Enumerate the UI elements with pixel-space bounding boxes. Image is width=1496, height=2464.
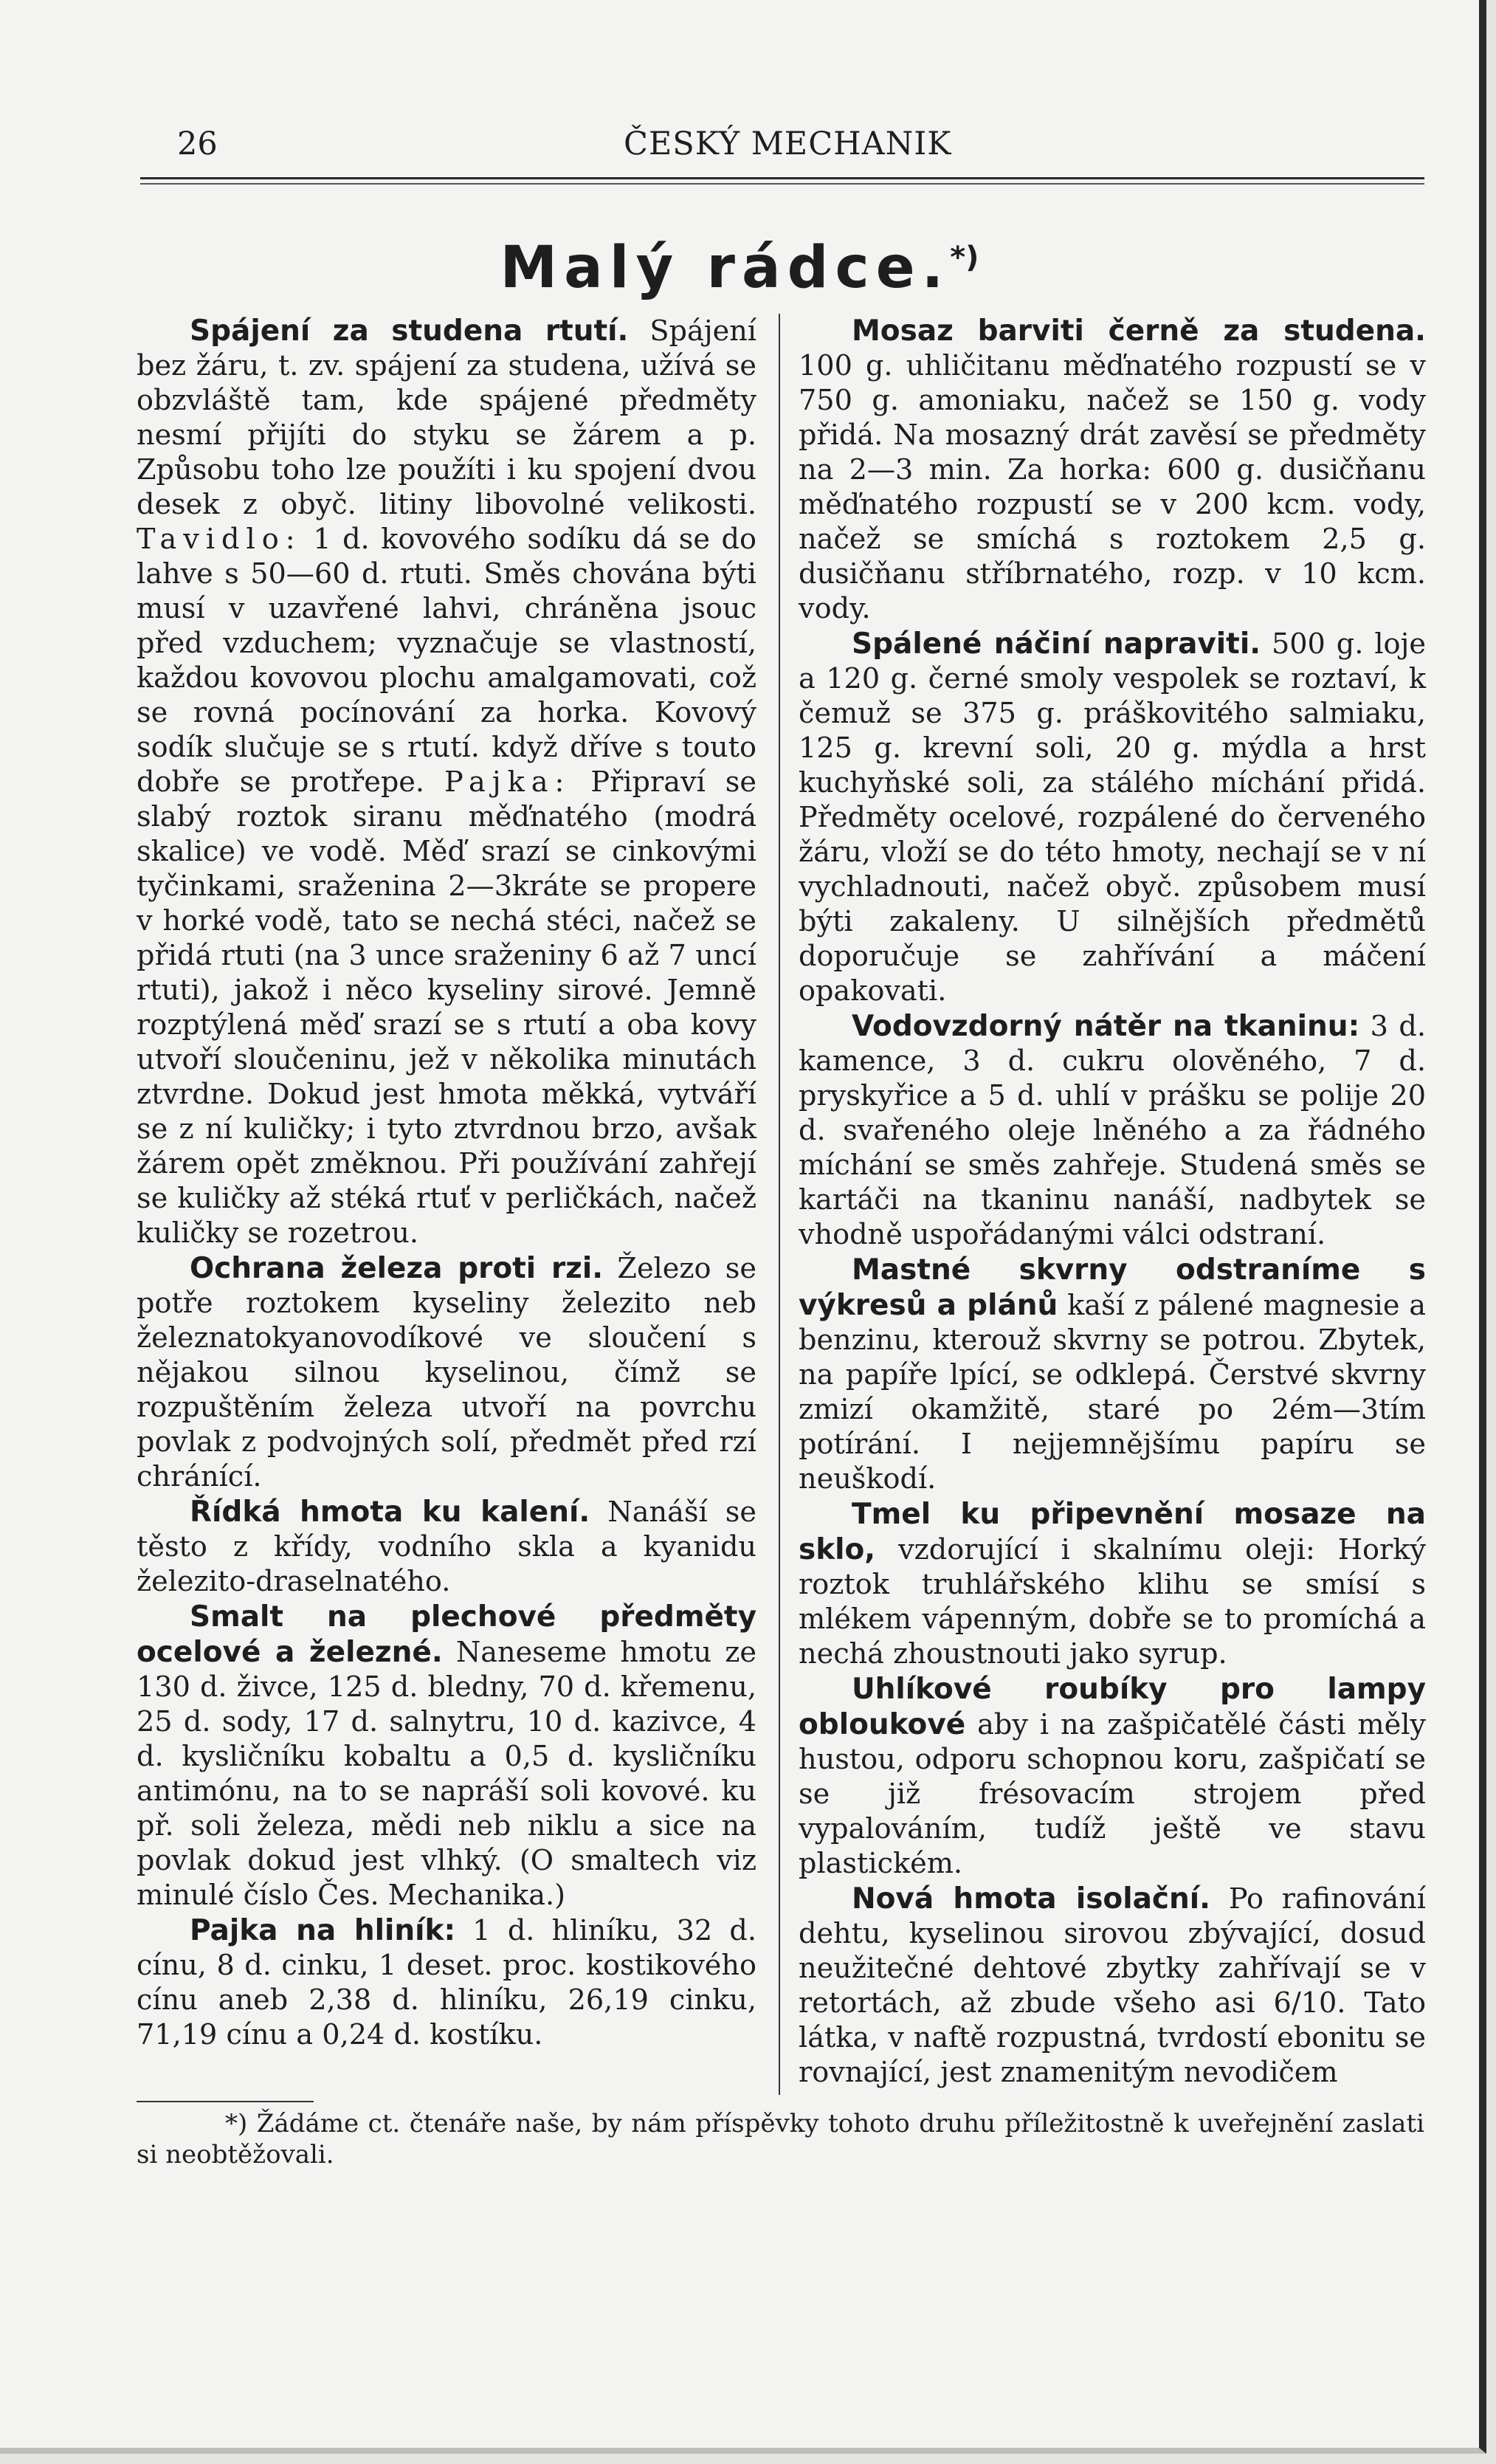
paragraph-text: kaší z pálené magnesie a benzinu, kterouž skvrny se potrou. Zbytek, na papíře lpící, se odklepá. Čerstvé skvrny zmizí okamžitě, staré po 2ém—3tím potírání. I nejjemnějšímu papíru se neuškodí. [799,1290,1427,1496]
paragraph-text: Spájení bez žáru, t. zv. spájení za studena, užívá se obzvláště tam, kde spájené předměty nesmí přijíti do styku se žárem a p. Způsobu toho lze použíti i ku spojení dvou desek z obyč. litiny libovolné velikosti. [137,315,757,521]
section-heading: Vodovzdorný nátěr na tkaninu: [852,1010,1360,1043]
footnote-rule [137,2101,314,2102]
article-title [0,235,1479,301]
paragraph [799,1009,1426,1253]
article-title-text: Malý rádce. [500,235,951,301]
paragraph [137,314,756,1251]
fraction: 6/10 [1273,1987,1337,2020]
section-heading: Spálené náčiní napraviti. [852,627,1261,661]
section-heading: Mastné skvrny odstraníme s výkresů a plánů [799,1253,1426,1322]
paragraph [799,627,1426,1009]
paragraph-text: 1 d. hliníku, 32 d. cínu, 8 d. cinku, 1 deset. proc. kostikového cínu aneb 2,38 d. hliníku, 26,19 cinku, 71,19 cínu a 0,24 d. kostíku. [137,1915,756,2051]
paragraph [799,314,1426,627]
journal-title: ČESKÝ MECHANIK [624,125,952,162]
column-divider [779,314,780,2095]
paragraph-text: 500 g. loje a 120 g. černé smoly vespolek se roztaví, k čemuž se 375 g. práškovitého salmiaku, 125 g. krevní soli, 20 g. mýdla a hrst kuchyňské soli, za stálého míchání přidá. Předměty ocelové, rozpálené do červeného žáru, vloží se do této hmoty, nechají se v ní vychladnouti, načež obyč. způsobem musí býti zakaleny. U silnějších předmětů doporučuje se zahřívání a máčení opakovati. [799,628,1426,1008]
paragraph [137,1251,756,1495]
paragraph [799,1882,1426,2090]
section-heading: Smalt na plechové předměty ocelové a železné. [137,1600,756,1669]
right-column [799,314,1426,2090]
paragraph-text: Železo se potře roztokem kyseliny železito neb železnatokyanovodíkové ve sloučení s nějakou silnou kyselinou, čímž se rozpuštěním železa utvoří na povrchu povlak z podvojných solí, předmět před rzí chránící. [137,1253,756,1493]
header-rule-thin [140,183,1424,185]
paragraph-text: Naneseme hmotu ze 130 d. živce, 125 d. bledny, 70 d. křemenu, 25 d. sody, 17 d. salnytru, 10 d. kazivce, 4 d. kysličníku kobaltu a 0,5 d. kysličníku antimónu, na to se napráší soli kovové. ku př. soli železa, mědi neb niklu a sice na povlak dokud jest vlhký. (O smaltech viz minulé číslo Čes. Mechanika.) [137,1637,756,1912]
paragraph-text: Připraví se slabý roztok siranu měďnatého (modrá skalice) ve vodě. Měď srazí se cinkovými tyčinkami, sraženina 2—3kráte se propere v horké vodě, tato se nechá stéci, načež se přidá rtuti (na 3 unce sraženiny 6 až 7 uncí rtuti), jakož i něco kyseliny sirové. Jemně rozptýlená měď srazí se s rtutí a oba kovy utvoří sloučeninu, jež v několika minutách ztvrdne. Dokud jest hmota měkká, vytváří se z ní kuličky; i tyto ztvrdnou brzo, avšak žárem opět změknou. Při používání zahřejí se kuličky až stéká rtuť v perličkách, načež kuličky se rozetrou. [137,766,756,1250]
paragraph-text: aby i na zašpičatělé části měly hustou, odporu schopnou koru, zašpičatí se se již frésovacím strojem před vypalováním, tudíž ještě ve stavu plastickém. [799,1709,1426,1880]
paragraph [799,1253,1426,1497]
paragraph [137,1913,756,2053]
title-footnote-mark: *) [950,241,979,275]
paragraph-text: 1 d. kovového sodíku dá se do lahve s 50—60 d. rtuti. Směs chována býti musí v uzavřené lahvi, chráněna jsouc před vzduchem; vyznačuje se vlastností, každou kovovou plochu amalgamovati, což se rovná pocínování za horka. Kovový sodík slučuje se s rtutí. když dříve s touto dobře se protřepe. [137,523,756,799]
paragraph-text: 3 d. kamence, 3 d. cukru olověného, 7 d. pryskyřice a 5 d. uhlí v prášku se polije 20 d. svařeného oleje lněného a za řádného míchání se směs zahřeje. Studená směs se kartáči na tkaninu nanáší, nadbytek se vhodně uspořádanými válci odstraní. [799,1011,1426,1251]
footnote [137,2108,1424,2170]
section-heading: Nová hmota isolační. [852,1882,1210,1916]
footnote-mark: *) [225,2109,248,2138]
section-heading: Ochrana železa proti rzi. [190,1252,604,1285]
left-column [137,314,756,2053]
paragraph [137,1600,756,1913]
inline-label: Pajka: [444,766,571,799]
running-header [133,125,1395,170]
paragraph-text: . Tato látka, v naftě rozpustná, tvrdostí ebonitu se rovnající, jest znamenitým nevodičem [799,1987,1427,2089]
section-heading: Tmel ku připevnění mosaze na sklo, [799,1498,1426,1566]
section-heading: Mosaz barviti černě za studena. [852,314,1426,348]
paragraph-text: Po rafinování dehtu, kyselinou sirovou zbývající, dosud neužitečné dehtové zbytky zahřívají se v retortách, až zbude všeho asi [799,1883,1426,2020]
header-rule [140,177,1424,179]
paragraph [799,1497,1426,1672]
section-heading: Řídká hmota ku kalení. [190,1496,590,1529]
section-heading: Uhlíkové roubíky pro lampy obloukové [799,1673,1426,1741]
page-number: 26 [177,125,218,162]
section-heading: Pajka na hliník: [190,1914,456,1947]
paragraph [799,1672,1426,1882]
section-heading: Spájení za studena rtutí. [190,314,629,348]
inline-label: Tavidlo: [137,523,302,556]
paragraph-text: Nanáší se těsto z křídy, vodního skla a kyanidu železito-draselnatého. [137,1496,756,1598]
paragraph-text: vzdorující i skalnímu oleji: Horký roztok truhlářského klihu se smísí s mlékem vápenným, dobře se to promíchá a nechá zhoustnouti jako syrup. [799,1534,1427,1670]
paragraph-text: 100 g. uhličitanu měďnatého rozpustí se v 750 g. amoniaku, načež se 150 g. vody přidá. Na mosazný drát zavěsí se předměty na 2—3 min. Za horka: 600 g. dusičňanu měďnatého rozpustí se v 200 kcm. vody, načež se smíchá s roztokem 2,5 g. dusičňanu stříbrnatého, rozp. v 10 kcm. vody. [799,350,1426,625]
paragraph [137,1495,756,1600]
footnote-text: Žádáme ct. čtenáře naše, by nám příspěvky tohoto druhu příležitostně k uveřejnění zaslati si neobtěžovali. [137,2109,1424,2169]
